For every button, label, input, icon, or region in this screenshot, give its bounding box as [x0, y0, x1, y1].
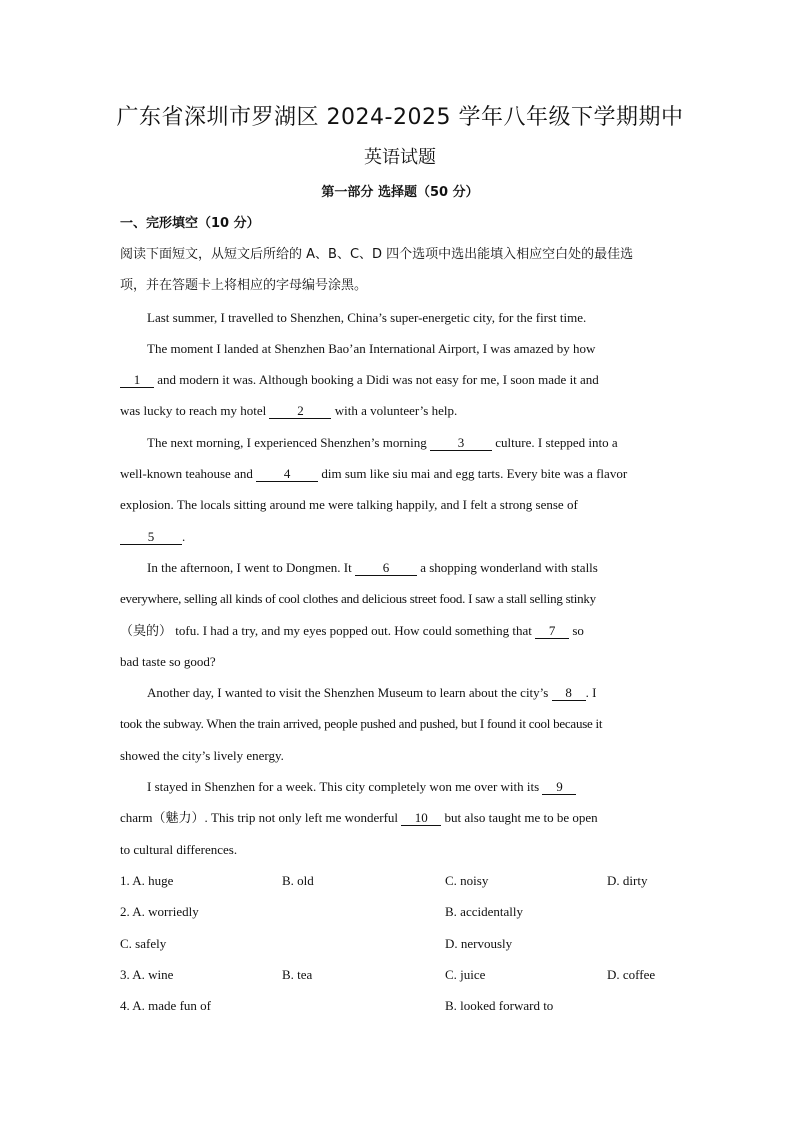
option-row: [120, 990, 680, 1021]
blank-6: 6: [355, 560, 417, 576]
passage-line: bad taste so good?: [120, 653, 216, 669]
passage-line: Last summer, I travelled to Shenzhen, China’s super-energetic city, for the first time.: [147, 309, 587, 325]
passage-line: took the subway. When the train arrived, people pushed and pushed, but I found it cool because it: [120, 716, 603, 732]
option-row: [120, 928, 680, 959]
option: C. noisy: [445, 872, 489, 888]
option: 4. A. made fun of: [120, 998, 211, 1014]
blank-2: 2: [269, 403, 331, 419]
blank-3: 3: [430, 435, 492, 451]
passage-line: to cultural differences.: [120, 841, 238, 857]
passage-line: Another day, I wanted to visit the Shenzhen Museum to learn about the city’s 8 . I: [147, 685, 597, 701]
option: B. accidentally: [445, 904, 523, 920]
passage-line: The moment I landed at Shenzhen Bao’an International Airport, I was amazed by how: [147, 340, 596, 356]
option: 1. A. huge: [120, 872, 174, 888]
option: B. tea: [282, 966, 313, 982]
option: 2. A. worriedly: [120, 904, 199, 920]
option: D. dirty: [607, 872, 648, 888]
blank-4: 4: [256, 466, 318, 482]
blank-7: 7: [535, 623, 569, 639]
exam-page: [116, 98, 684, 1021]
option: B. old: [282, 872, 314, 888]
passage-line: showed the city’s lively energy.: [120, 747, 284, 763]
option: C. juice: [445, 966, 486, 982]
option: B. looked forward to: [445, 998, 554, 1014]
blank-1: 1: [120, 372, 154, 388]
passage-line: （臭的） tofu. I had a try, and my eyes popped out. How could something that 7 so: [120, 622, 584, 639]
passage-line: I stayed in Shenzhen for a week. This city completely won me over with its 9: [120, 771, 680, 802]
blank-10: 10: [401, 810, 441, 826]
passage-line: explosion. The locals sitting around me were talking happily, and I felt a strong sense of: [120, 497, 578, 513]
option: 3. A. wine: [120, 966, 174, 982]
passage-line: The next morning, I experienced Shenzhen’s morning 3 culture. I stepped into a: [147, 434, 618, 450]
option-row: [120, 896, 680, 927]
part-heading: 第一部分 选择题（50 分）: [321, 185, 479, 200]
section-heading: 一、完形填空（10 分）: [120, 216, 260, 231]
passage-line: 5 .: [120, 521, 680, 552]
exam-subtitle: 英语试题: [364, 147, 436, 168]
option-row: [120, 865, 680, 896]
passage-line: well-known teahouse and 4 dim sum like siu mai and egg tarts. Every bite was a flavor: [120, 466, 628, 482]
passage-line: charm（魅力）. This trip not only left me wonderful 10 but also taught me to be open: [120, 810, 598, 827]
passage-line: everywhere, selling all kinds of cool clothes and delicious street food. I saw a stall selling stinky: [120, 591, 596, 607]
blank-9: 9: [542, 779, 576, 795]
instruction-line: 阅读下面短文，从短文后所给的 A、B、C、D 四个选项中选出能填入相应空白处的最佳选: [120, 247, 634, 262]
exam-title: 广东省深圳市罗湖区 2024-2025 学年八年级下学期期中: [116, 105, 684, 130]
blank-5: 5: [120, 529, 182, 545]
instruction-line: 项，并在答题卡上将相应的字母编号涂黑。: [120, 278, 368, 294]
option-row: [120, 959, 680, 990]
option: D. nervously: [445, 935, 513, 951]
blank-8: 8: [552, 685, 586, 701]
passage-line: 1 and modern it was. Although booking a Didi was not easy for me, I soon made it and: [120, 364, 680, 395]
option: D. coffee: [607, 966, 656, 982]
passage-line: was lucky to reach my hotel 2 with a volunteer’s help.: [120, 403, 458, 419]
passage-line: In the afternoon, I went to Dongmen. It 6 a shopping wonderland with stalls: [147, 559, 598, 575]
option: C. safely: [120, 935, 167, 951]
